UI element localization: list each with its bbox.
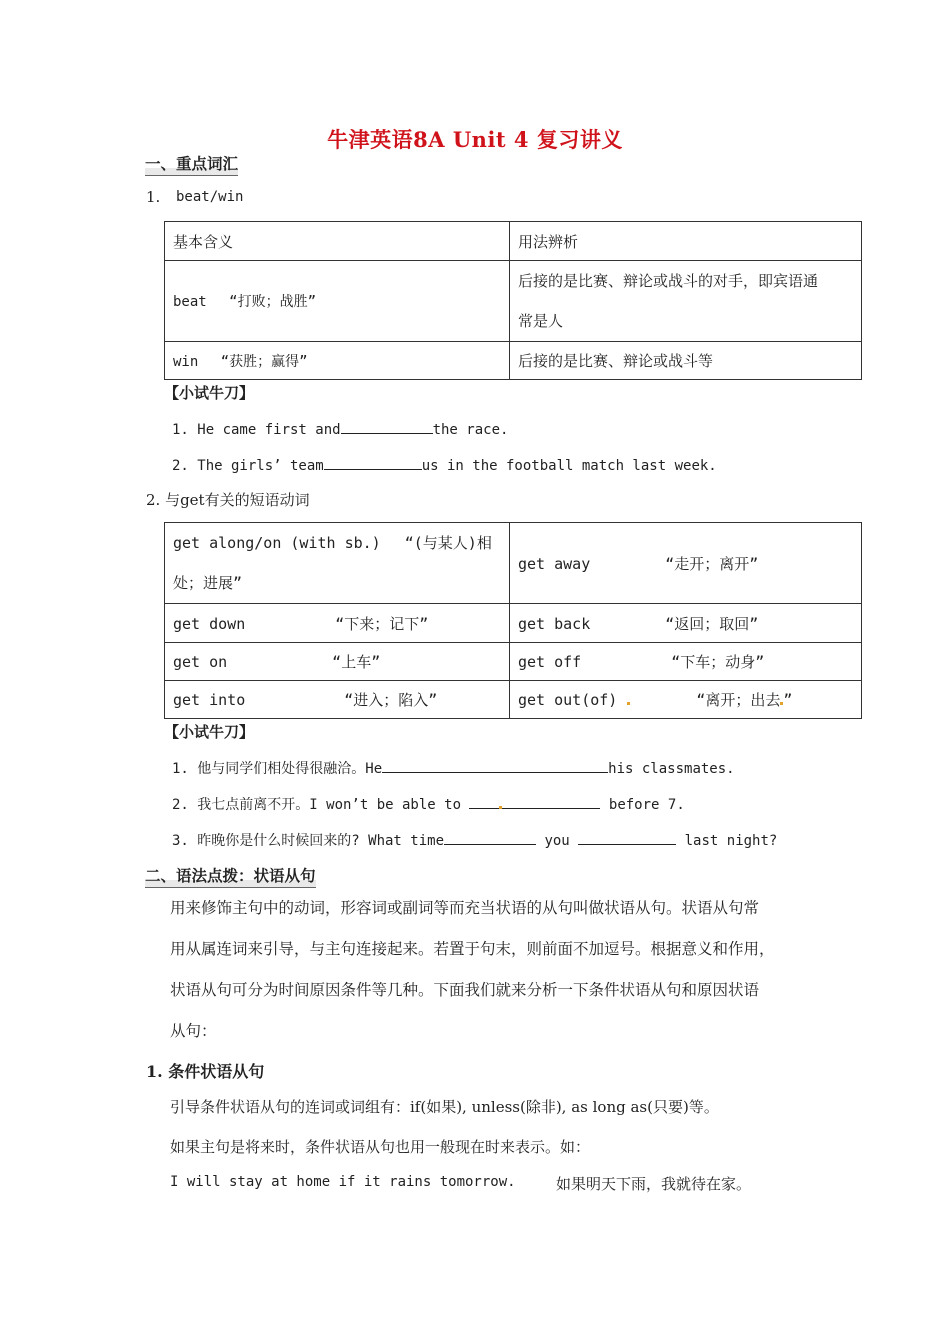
practice-label-1: 【小试牛刀】 [164, 384, 255, 402]
table-header-meaning: 基本含义 [165, 222, 510, 261]
grammar-paragraph [170, 888, 775, 1052]
beat-meaning-cell: beat “打败；战胜” [165, 261, 510, 342]
paragraph-line: 从句： [170, 1022, 217, 1040]
phrase-cell-get-back: get back “返回；取回” [510, 604, 862, 643]
win-usage-cell: 后接的是比赛、辩论或战斗等 [510, 342, 862, 380]
answer-blank[interactable] [324, 455, 422, 470]
table-header-usage: 用法辨析 [510, 222, 862, 261]
answer-blank[interactable] [578, 830, 676, 845]
q2-text-post: us in the football match last week. [421, 458, 717, 474]
beat-usage-cell [510, 261, 862, 342]
q2-text-pre: 2. The girls’ team [172, 458, 324, 474]
phrase-cell-get-out [510, 681, 862, 719]
phrase-cell-get-into: get into “进入；陷入” [165, 681, 510, 719]
phrase-cell-get-down: get down “下来；记下” [165, 604, 510, 643]
answer-blank[interactable] [382, 758, 608, 773]
example-sentence-cn: 如果明天下雨，我就待在家。 [556, 1175, 752, 1193]
practice-label-2: 【小试牛刀】 [164, 723, 255, 741]
conditional-intro-line: 引导条件状语从句的连词或词组有：if(如果), unless(除非), as long as(只要)等。 [170, 1098, 719, 1116]
paragraph-line: 用来修饰主句中的动词，形容词或副词等而充当状语的从句叫做状语从句。状语从句常 [170, 899, 760, 917]
conditional-rule-line: 如果主句是将来时，条件状语从句也用一般现在时来表示。如： [170, 1138, 591, 1156]
item-2-label: 2. 与get有关的短语动词 [146, 491, 310, 509]
practice-1-question-2 [172, 455, 717, 474]
phrase-cell-get-off: get off “下车；动身” [510, 643, 862, 681]
phrase-get-out-close-quote: ” [783, 691, 793, 709]
subheading-conditional-clause: 1. 条件状语从句 [146, 1062, 265, 1081]
beat-usage-line-1: 后接的是比赛、辩论或战斗的对手，即宾语通 [518, 272, 819, 290]
phrase-cell-get-away: get away “走开；离开” [510, 523, 862, 604]
paragraph-line: 状语从句可分为时间原因条件等几种。下面我们就来分析一下条件状语从句和原因状语 [170, 981, 760, 999]
practice-2-question-2 [172, 794, 685, 814]
example-sentence-en: I will stay at home if it rains tomorrow. [170, 1174, 516, 1190]
phrase-get-out-meaning: “离开；出去 [696, 691, 781, 709]
q3-text-pre: 3. 昨晚你是什么时候回来的? What time [172, 833, 445, 849]
section-heading-vocabulary: 一、重点词汇 [145, 152, 238, 176]
answer-blank[interactable] [469, 794, 499, 809]
practice-2-question-1 [172, 758, 735, 778]
q3-text-post: last night? [684, 833, 778, 849]
q2-text-pre: 2. 我七点前离不开。I won’t be able to [172, 797, 462, 813]
q1-text-pre: 1. 他与同学们相处得很融洽。He [172, 761, 383, 777]
page-title: 牛津英语8A Unit 4 复习讲义 [327, 127, 623, 152]
get-phrases-table [164, 522, 862, 719]
answer-blank[interactable] [502, 794, 600, 809]
q1-text-post: the race. [432, 422, 509, 438]
marker-dot [627, 702, 630, 705]
phrase-line-1: get along/on (with sb.) “(与某人)相 [173, 534, 492, 552]
practice-1-question-1 [172, 419, 508, 438]
q1-text-post: his classmates. [608, 761, 735, 777]
answer-blank[interactable] [341, 419, 433, 434]
section-heading-grammar: 二、语法点拨：状语从句 [145, 864, 316, 888]
phrase-cell-get-on: get on “上车” [165, 643, 510, 681]
win-meaning-cell: win “获胜；赢得” [165, 342, 510, 380]
beat-win-table [164, 221, 862, 380]
phrase-cell-get-along [165, 523, 510, 604]
phrase-get-out-text: get out(of) [518, 691, 618, 709]
q1-text-pre: 1. He came first and [172, 422, 341, 438]
answer-blank[interactable] [444, 830, 536, 845]
item-1-label: beat/win [176, 189, 244, 205]
phrase-line-2: 处；进展” [173, 574, 243, 592]
q3-text-mid: you [544, 833, 570, 849]
beat-usage-line-2: 常是人 [518, 312, 564, 330]
practice-2-question-3 [172, 830, 777, 850]
q2-text-post: before 7. [608, 797, 685, 813]
paragraph-line: 用从属连词来引导，与主句连接起来。若置于句末，则前面不加逗号。根据意义和作用， [170, 940, 775, 958]
item-1-number: 1. [146, 188, 161, 206]
